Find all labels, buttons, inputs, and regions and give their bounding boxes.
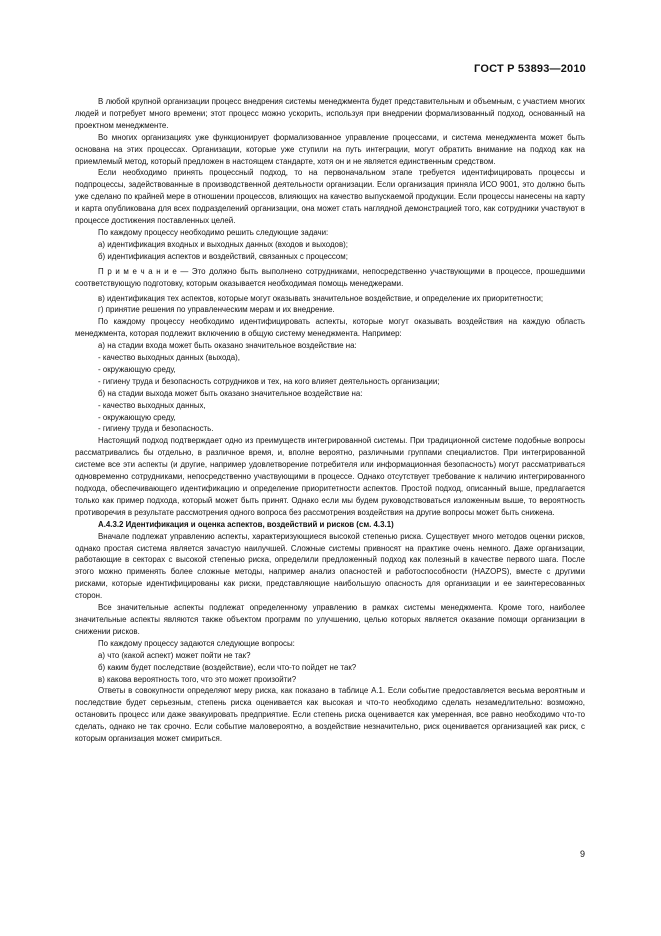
paragraph: В любой крупной организации процесс внедрения системы менеджмента будет представительным и объемным, с участием многих людей и потребует много времени; этот процесс можно ускорить, используя при внедрении формализованный подход, основанный на проектном менеджменте.: [75, 97, 585, 130]
note: П р и м е ч а н и е — Это должно быть выполнено сотрудниками, непосредственно участвующими в процессе, прошедшими соответствующую подготовку, которым оказывается необходимая помощь менеджерами.: [75, 266, 585, 288]
list-item: г) принятие решения по управленческим мерам и их внедрение.: [98, 305, 335, 315]
paragraph: Все значительные аспекты подлежат определенному управлению в рамках системы менеджмента. Кроме того, наиболее значительные аспекты являются также объектом программ по улучшению, целью которых является оказание помощи организации в снижении рисков.: [75, 603, 585, 636]
list-item: в) какова вероятность того, что это может произойти?: [98, 674, 297, 684]
page-number: 9: [579, 849, 585, 859]
list-item: - гигиену труда и безопасность.: [98, 424, 214, 434]
paragraph: По каждому процессу задаются следующие вопросы:: [98, 638, 295, 648]
list-item: а) что (какой аспект) может пойти не так?: [98, 650, 251, 660]
document-body: [75, 96, 585, 745]
list-item: а) идентификация входных и выходных данных (входов и выходов);: [98, 239, 348, 249]
list-item: - гигиену труда и безопасность сотрудников и тех, на кого влияет деятельность организации;: [98, 376, 440, 386]
standard-header: ГОСТ Р 53893—2010: [474, 63, 586, 75]
section-heading: А.4.3.2 Идентификация и оценка аспектов, воздействий и рисков (см. 4.3.1): [98, 519, 394, 529]
list-item: - качество выходных данных,: [98, 400, 206, 410]
paragraph: По каждому процессу необходимо решить следующие задачи:: [98, 227, 329, 237]
paragraph: Во многих организациях уже функционирует формализованное управление процессами, и система менеджмента может быть основана на этих процессах. Организации, которые уже ступили на путь интеграции, могут обратить внимание на подход как на приемлемый метод, который предложен в настоящем стандарте, хотя он и не является единственным средством.: [75, 132, 585, 166]
list-item: б) каким будет последствие (воздействие), если что-то пойдет не так?: [98, 662, 357, 672]
paragraph: Ответы в совокупности определяют меру риска, как показано в таблице А.1. Если событие предоставляется весьма вероятным и последствие будет серьезным, степень риска оценивается как высокая и что-то необходимо сделать незамедлительно: возможно, остановить процесс или даже эвакуировать предприятие. Если степень риска оценивается как умеренная, все равно необходимо что-то сделать, однако не так срочно. Если событие маловероятно, а воздействие незначительно, риск оценивается организацией как риск, с которым организация может смириться.: [75, 686, 585, 744]
list-item: а) на стадии входа может быть оказано значительное воздействие на:: [98, 341, 357, 351]
list-item: - окружающую среду,: [98, 364, 176, 374]
list-item: б) идентификация аспектов и воздействий, связанных с процессом;: [98, 251, 348, 261]
list-item: - окружающую среду,: [98, 412, 176, 422]
paragraph: Если необходимо принять процессный подход, то на первоначальном этапе требуется идентифицировать процессы и подпроцессы, задействованные в производственной деятельности организации. Если организация приняла ИСО 9001, это должно быть уже сделано по крайней мере в отношении процессов, влияющих на качество выпускаемой продукции. Если процессы нанесены на карту и карта опубликована для всех подразделений организации, она может стать наглядной демонстрацией того, как сотрудники участвуют в процессе достижения поставленных целей.: [75, 168, 585, 226]
list-item: в) идентификация тех аспектов, которые могут оказывать значительное воздействие, и определение их приоритетности;: [98, 293, 544, 303]
paragraph: Настоящий подход подтверждает одно из преимуществ интегрированной системы. При традиционной системе подобные вопросы рассматривались бы отдельно, в различное время, и, вполне вероятно, различными группами специалистов. При интегрированной системе все эти аспекты (и другие, например удовлетворение потребителя или информационная безопасность) могут рассматриваться одновременно сотрудниками, непосредственно участвующими в процессе. Однако отсутствует требование к наличию интегрированного подхода, обеспечивающего идентификацию и определение приоритетности аспектов. Простой подход, описанный выше, предлагается только как пример подхода, который может быть принят. Однако если мы будем руководствоваться изложенным выше, то вероятность противоречия в результате рассмотрения одного вопроса без рассмотрения воздействия на другие вопросы может быть снижена.: [75, 436, 585, 517]
list-item: б) на стадии выхода может быть оказано значительное воздействие на:: [98, 388, 363, 398]
paragraph: Вначале подлежат управлению аспекты, характеризующиеся высокой степенью риска. Существует много методов оценки рисков, однако простая система является зачастую наилучшей. Сложные системы привносят на практике очень немного. Даже организации, работающие в секторах с высокой степенью риска, определили предложенный подход как полезный в качестве первого шага. После этого можно применять более сложные методы, например анализ опасностей и работоспособности (HAZOPS), вместе с другими рисками, которые идентифицированы как риски, представляющие наибольшую опасность для организации и ее заинтересованных сторон.: [75, 531, 585, 601]
list-item: - качество выходных данных (выхода),: [98, 353, 240, 363]
paragraph: По каждому процессу необходимо идентифицировать аспекты, которые могут оказывать воздействия на каждую область менеджмента, которая подлежит включению в общую систему менеджмента. Например:: [75, 317, 585, 339]
